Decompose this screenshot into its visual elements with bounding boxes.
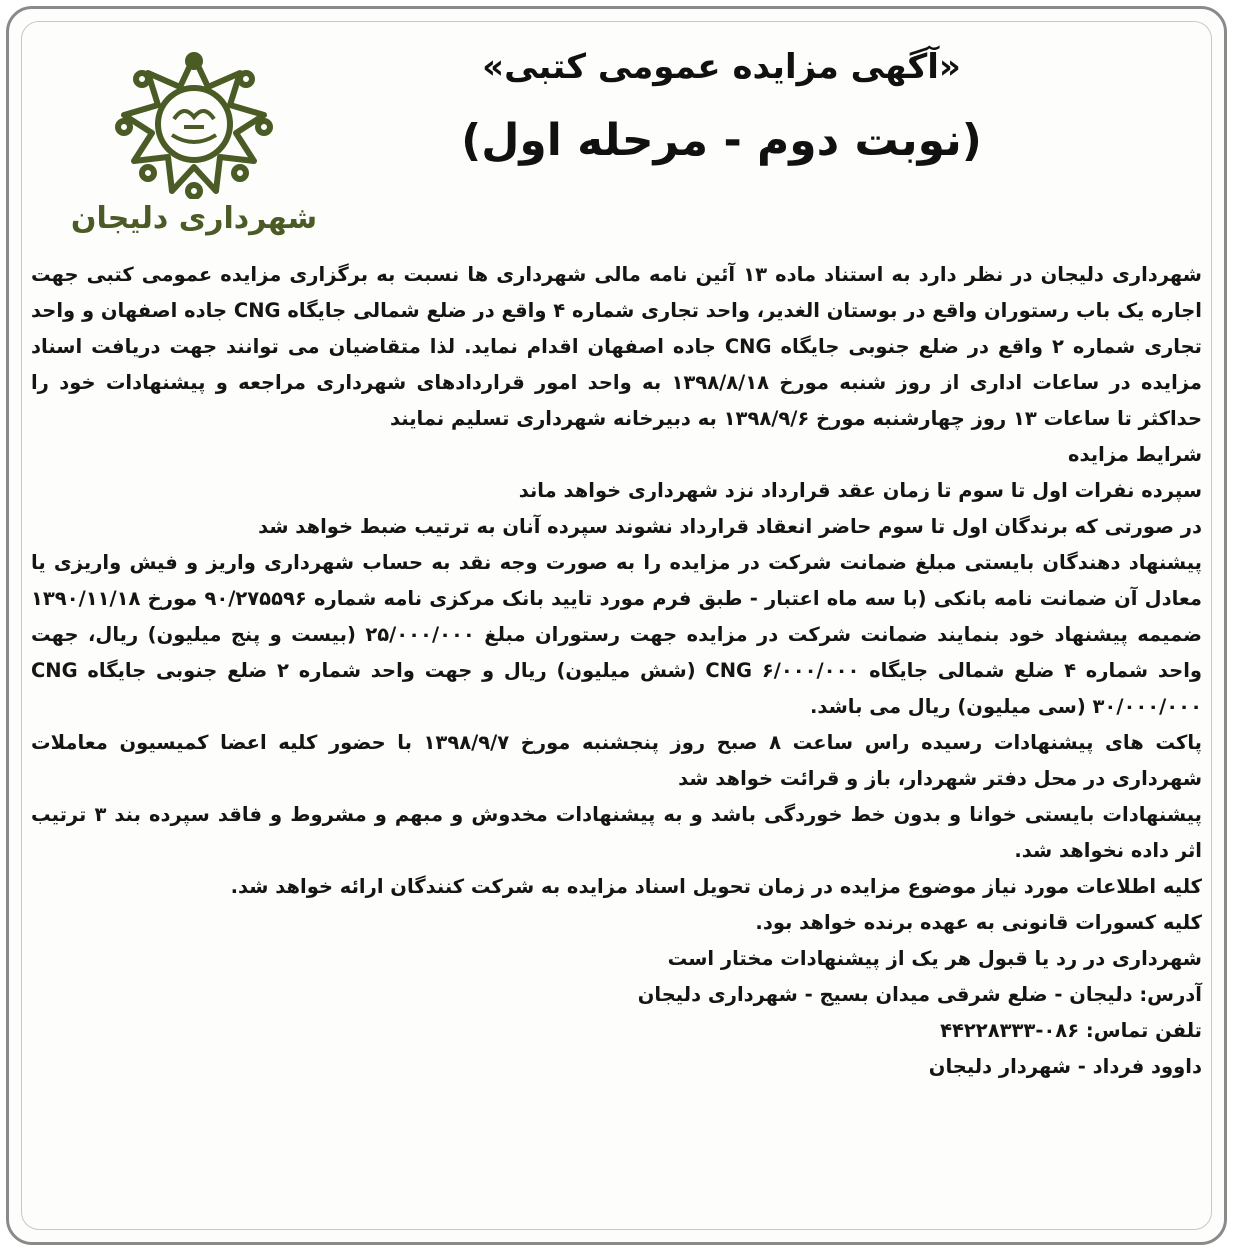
condition-item: پیشنهادات بایستی خوانا و بدون خط خوردگی باشد و به پیشنهادات مخدوش و مبهم و مشروط و فاقد سپرده بند ۳ ترتیب اثر داده نخواهد شد. <box>31 803 1202 862</box>
organization-name: شهرداری دلیجان <box>70 201 318 236</box>
address-line: آدرس: دلیجان - ضلع شرقی میدان بسیج - شهرداری دلیجان <box>637 983 1202 1006</box>
condition-item: سپرده نفرات اول تا سوم تا زمان عقد قرارداد نزد شهرداری خواهد ماند <box>518 479 1202 502</box>
signature-line: داوود فرداد - شهردار دلیجان <box>928 1055 1202 1078</box>
notice-title: «آگهی مزایده عمومی کتبی» <box>482 47 961 87</box>
condition-item: پاکت های پیشنهادات رسیده راس ساعت ۸ صبح روز پنجشنبه مورخ ۱۳۹۸/۹/۷ با حضور کلیه اعضا کمیسیون معاملات شهرداری در محل دفتر شهردار، باز و قرائت خواهد شد <box>31 731 1202 790</box>
phone-line: تلفن تماس: ۰۸۶-۴۴۲۲۸۳۳۳ <box>940 1019 1202 1042</box>
notice-subtitle: (نوبت دوم - مرحله اول) <box>461 115 982 166</box>
notice-header <box>9 39 1224 259</box>
notice-body <box>31 257 1202 1085</box>
condition-item: پیشنهاد دهندگان بایستی مبلغ ضمانت شرکت در مزایده را به صورت وجه نقد به حساب شهرداری واریز و فیش واریزی یا معادل آن ضمانت نامه بانکی (با سه ماه اعتبار - طبق فرم مورد تایید بانک مرکزی نامه شماره ۹۰/۲۷۵۵۹۶ مورخ ۱۳۹۰/۱۱/۱۸ ضمیمه پیشنهاد خود بنمایند ضمانت شرکت در مزایده جهت رستوران مبلغ ۲۵/۰۰۰/۰۰۰ (بیست و پنج میلیون) ریال، جهت واحد شماره ۴ ضلع شمالی جایگاه CNG ۶/۰۰۰/۰۰۰ (شش میلیون) ریال و جهت واحد شماره ۲ ضلع جنوبی جایگاه CNG ۳۰/۰۰۰/۰۰۰ (سی میلیون) ریال می باشد. <box>31 551 1203 718</box>
condition-item: کلیه اطلاعات مورد نیاز موضوع مزایده در زمان تحویل اسناد مزایده به شرکت کنندگان ارائه خواهد شد. <box>230 875 1202 898</box>
condition-item: در صورتی که برندگان اول تا سوم حاضر انعقاد قرارداد نشوند سپرده آنان به ترتیب ضبط خواهد شد <box>258 515 1202 538</box>
condition-item: کلیه کسورات قانونی به عهده برنده خواهد بود. <box>755 911 1202 934</box>
intro-paragraph: شهرداری دلیجان در نظر دارد به استناد ماده ۱۳ آئین نامه مالی شهرداری ها نسبت به برگزاری مزایده عمومی کتبی جهت اجاره یک باب رستوران واقع در بوستان الغدیر، واحد تجاری شماره ۴ واقع در ضلع شمالی جایگاه CNG جاده اصفهان و واحد تجاری شماره ۲ واقع در ضلع جنوبی جایگاه CNG جاده اصفهان اقدام نماید. لذا متقاضیان می توانند جهت دریافت اسناد مزایده در ساعات اداری از روز شنبه مورخ ۱۳۹۸/۸/۱۸ به واحد امور قراردادهای شهرداری مراجعه و پیشنهادات خود را حداکثر تا ساعات ۱۳ روز چهارشنبه مورخ ۱۳۹۸/۹/۶ به دبیرخانه شهرداری تسلیم نمایند <box>31 263 1203 430</box>
municipality-logo <box>64 49 324 269</box>
municipality-emblem-icon <box>114 49 274 199</box>
conditions-heading: شرایط مزایده <box>1068 443 1202 466</box>
condition-item: شهرداری در رد یا قبول هر یک از پیشنهادات مختار است <box>667 947 1202 970</box>
notice-frame <box>6 6 1227 1245</box>
notice-titles <box>339 47 1104 166</box>
